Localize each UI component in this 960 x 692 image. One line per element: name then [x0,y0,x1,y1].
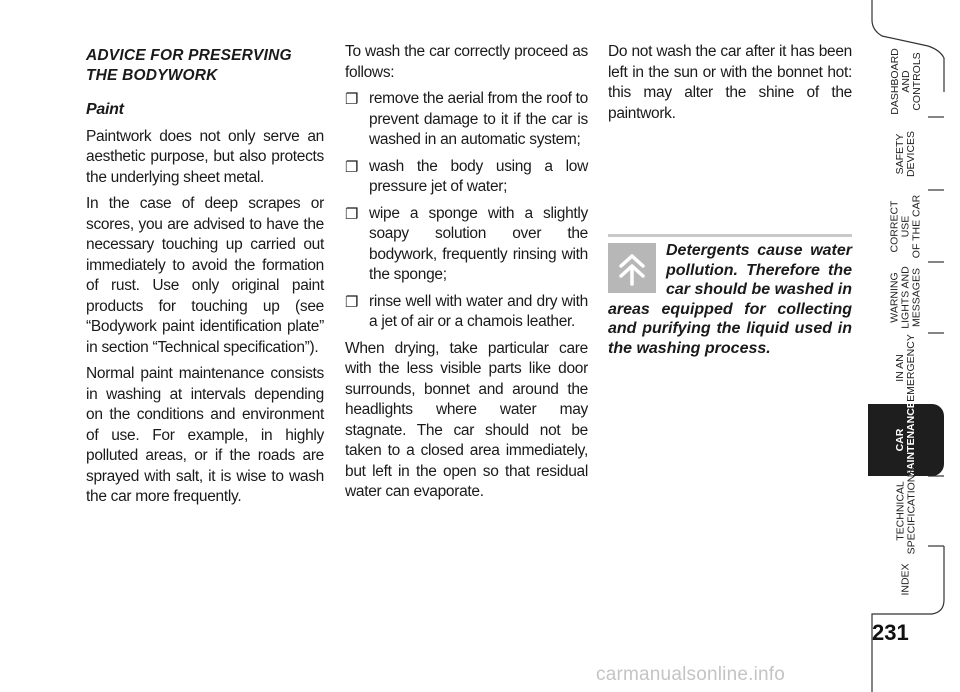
tab-warning-lights[interactable] [868,262,944,333]
chapter-tabs [868,0,960,692]
tab-technical-specifications[interactable] [868,467,944,555]
list-item-text: wash the body using a low pressure jet of water; [369,157,588,195]
list-item-text: remove the aerial from the roof to prevent damage to it if the car is washed in an automatic system; [369,90,588,148]
tab-label: CAR MAINTENANCE [894,401,917,479]
column-right [608,42,852,130]
environment-protection-icon [608,243,656,293]
watermark: carmanualsonline.info [596,664,786,685]
checkbox-bullet-icon: ❐ [345,293,359,311]
paragraph: In the case of deep scrapes or scores, you are advised to have the necessary touching up carried out immediately to avoid the formation of rust. Use only original paint products for touching up (see “Bodywork paint identification plate” in section “Technical specification”). [86,195,324,356]
tab-safety-devices[interactable] [868,117,944,190]
checkbox-bullet-icon: ❐ [345,158,359,176]
list-item-text: rinse well with water and dry with a jet of air or a chamois leather. [369,292,588,330]
paragraph: Paintwork does not only serve an aesthetic purpose, but also protects the underlying sheet metal. [86,127,324,186]
tab-label: TECHNICAL SPECIFICATIONS [894,467,918,555]
paint-subheading: Paint [86,101,124,118]
tab-correct-use[interactable] [868,190,944,262]
tab-label: CORRECT USE OF THE CAR [888,194,923,258]
warning-divider [608,234,852,237]
page-number: 231 [872,620,909,645]
drying-paragraph: When drying, take particular care with the less visible parts like door surrounds, bonnet and around the headlights where water may stagnate. The car should not be taken to a closed area immediately, but left in the open so that residual water can evaporate. [345,339,588,500]
tab-index[interactable] [868,546,944,612]
washing-steps-list [345,89,588,333]
tab-label: DASHBOARD AND CONTROLS [888,48,923,115]
section-heading: ADVICE FOR PRESERVING THE BODYWORK [86,47,292,84]
tab-label: IN AN EMERGENCY [894,334,917,402]
list-item [345,157,588,198]
tab-car-maintenance[interactable] [868,401,944,479]
intro-paragraph: To wash the car correctly proceed as follows: [345,43,588,81]
tab-dashboard-and-controls[interactable] [868,46,944,117]
paragraph: Do not wash the car after it has been left in the sun or with the bonnet hot: this may alter the shine of the paintwork. [608,43,852,122]
environment-warning-box [608,234,852,358]
tab-label: SAFETY DEVICES [893,130,917,177]
list-item-text: wipe a sponge with a slightly soapy solution over the bodywork, frequently rinsing with the sponge; [369,204,588,283]
column-middle [345,42,588,509]
list-item [345,89,588,151]
tab-label: WARNING LIGHTS AND MESSAGES [888,266,923,329]
tab-label: INDEX [899,562,912,596]
list-item [345,204,588,286]
column-left [86,42,324,514]
checkbox-bullet-icon: ❐ [345,91,359,108]
tab-in-an-emergency[interactable] [868,333,944,403]
list-item [345,292,588,333]
paragraph: Normal paint maintenance consists in washing at intervals depending on the conditions and environment of use. For example, in highly polluted areas, or if the roads are sprayed with salt, it is wise to wash the car more frequently. [86,365,324,505]
checkbox-bullet-icon: ❐ [345,205,359,223]
warning-text: Detergents cause water pollution. Therefore the car should be washed in areas equipped for collecting and purifying the liquid used in the washing process. [608,242,852,357]
